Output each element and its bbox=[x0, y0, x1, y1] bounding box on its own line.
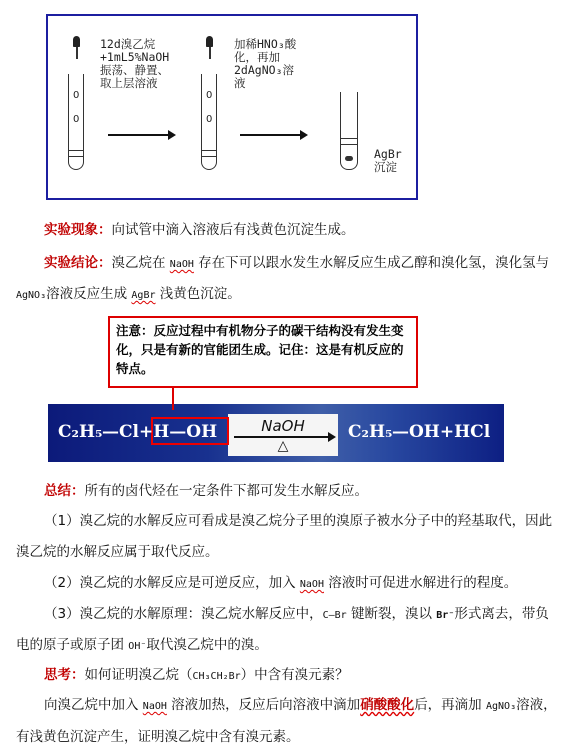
product-rest: —OH+HCl bbox=[392, 422, 491, 442]
item-3-line-1: （3）溴乙烷的水解原理：溴乙烷水解反应中，C—Br 键断裂，溴以 Br⁻形式离去，带负 bbox=[44, 606, 549, 622]
item-1-line-1: （1）溴乙烷的水解反应可看成是溴乙烷分子里的溴原子被水分子中的羟基取代，因此 bbox=[44, 513, 553, 529]
dropper-icon bbox=[73, 36, 80, 59]
precipitate-icon bbox=[345, 156, 353, 161]
arrow-icon bbox=[108, 134, 174, 136]
test-tube-3 bbox=[340, 92, 358, 170]
reactant-rest: —Cl+H—OH bbox=[102, 422, 218, 442]
test-tube-2: 0 0 bbox=[201, 74, 217, 170]
condition-box bbox=[228, 414, 338, 456]
think-answer-line-1: 向溴乙烷中加入 NaOH 溶液加热，反应后向溶液中滴加硝酸酸化后，再滴加 AgNO₃溶液， bbox=[44, 697, 557, 713]
summary-line: 总结：所有的卤代烃在一定条件下都可发生水解反应。 bbox=[44, 483, 368, 499]
step1-text: 12d溴乙烷 +1mL5%NaOH 振荡、静置、 取上层溶液 bbox=[100, 37, 170, 90]
equation-banner bbox=[48, 404, 504, 462]
arrow-icon bbox=[240, 134, 306, 136]
phenomenon-line: 实验现象：向试管中滴入溶液后有浅黄色沉淀生成。 bbox=[44, 222, 355, 238]
reactant-ethyl: C₂H₅ bbox=[58, 422, 103, 442]
item-1-line-2: 溴乙烷的水解反应属于取代反应。 bbox=[16, 544, 219, 560]
think-answer-line-2: 有浅黄色沉淀产生，证明溴乙烷中含有溴元素。 bbox=[16, 729, 300, 745]
test-tube-1: 0 0 bbox=[68, 74, 84, 170]
note-connector bbox=[172, 388, 174, 410]
item-3-line-2: 电的原子或原子团 OH⁻取代溴乙烷中的溴。 bbox=[16, 637, 268, 653]
conclusion-line-2: AgNO₃溶液反应生成 AgBr 浅黄色沉淀。 bbox=[16, 286, 241, 302]
heat-symbol: △ bbox=[277, 438, 289, 454]
think-question: 思考：如何证明溴乙烷（CH₃CH₂Br）中含有溴元素？ bbox=[44, 667, 349, 683]
experiment-diagram bbox=[46, 14, 418, 200]
note-box: 注意：反应过程中有机物分子的碳干结构没有发生变化，只是有新的官能团生成。记住：这是有机反应的特点。 bbox=[108, 316, 418, 388]
product-ethyl: C₂H₅ bbox=[348, 422, 393, 442]
step2-text: 加稀HNO₃酸 化，再加 2dAgNO₃溶 液 bbox=[234, 37, 297, 90]
condition-text: NaOH bbox=[261, 417, 305, 435]
step3-text: AgBr 沉淀 bbox=[374, 147, 402, 174]
item-2-line: （2）溴乙烷的水解反应是可逆反应，加入 NaOH 溶液时可促进水解进行的程度。 bbox=[44, 575, 518, 591]
dropper-icon bbox=[206, 36, 213, 59]
conclusion-line-1: 实验结论：溴乙烷在 NaOH 存在下可以跟水发生水解反应生成乙醇和溴化氢，溴化氢与 bbox=[44, 255, 550, 271]
